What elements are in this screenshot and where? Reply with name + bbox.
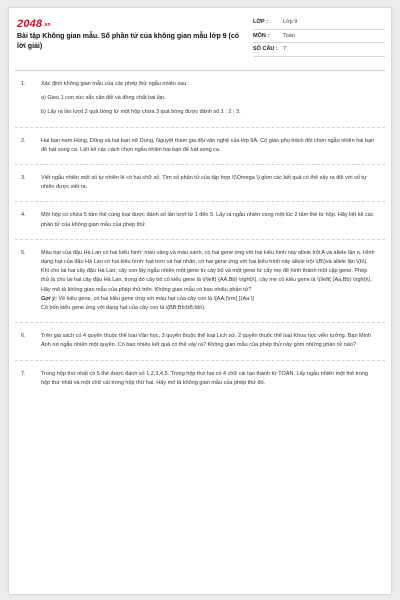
question-divider [15, 164, 385, 165]
meta-value: 7 [283, 46, 287, 53]
question-divider [15, 322, 385, 323]
logo-text: 2048 [17, 18, 43, 30]
question-divider [15, 239, 385, 240]
question-number: 7. [21, 370, 26, 377]
header-divider [15, 70, 385, 71]
question-number: 2. [21, 137, 26, 144]
question-3 [9, 174, 391, 192]
question-4 [9, 211, 391, 229]
question-6 [9, 332, 391, 350]
document-title: Bài tập Không gian mẫu. Số phần tử của không gian mẫu lớp 9 (có lời giải) [17, 33, 240, 50]
document-page [9, 8, 391, 594]
question-divider [15, 127, 385, 128]
question-number: 3. [21, 175, 26, 182]
meta-row-class [253, 16, 385, 30]
meta-value: Lớp 9 [283, 19, 298, 26]
question-divider [15, 360, 385, 361]
question-part: b) Lấy ra lần lượt 2 quả bóng từ một hộp chứa 3 quả bóng được đánh số 1 ; 2 ; 3. [41, 109, 241, 116]
question-text: Trên giá sách có 4 quyển thuộc thể loại Văn học, 3 quyển thuộc thể loại Lịch sử, 2 quyển thuộc thể loại Khoa học viễn tưởng. Bạn Minh Anh rút ngẫu nhiên một quyển. Có bao nhiêu kết quả có thể xảy ra? Không gian mẫu của phép thử này gồm những phần tử nào? [41, 333, 371, 349]
meta-label: LỚP : [253, 19, 268, 26]
question-1 [9, 80, 391, 118]
question-5 [9, 249, 391, 313]
meta-label: MÔN : [253, 32, 270, 39]
logo-suffix: .vn [43, 22, 51, 28]
question-number: 6. [21, 333, 26, 340]
question-number: 4. [21, 212, 26, 219]
meta-row-subject [253, 30, 385, 44]
site-logo[interactable] [17, 18, 51, 30]
question-text: Màu hạt của đậu Hà Lan có hai kiểu hình: màu vàng và màu xanh, có hai gene ứng với hai kiểu hình này allele trội A và allele lặn a. Hình dạng hạt của đậu Hà Lan có hai kiểu hình: hạt trơn và hạt nhăn, có hai gene ứng với hai kiểu hình này allele trội \(B\)và allele lặn \(b\). Khi cho lai hai cây đậu Hà Lan, cây con lấy ngẫu nhiên một gene từ cây bố và một gene từ cây mẹ để hình thành một cặp gene. Phép thử là cho lai hai cây đậu Hà Lan, trong đó cây bố có kiểu gene là \(\left( {AA,Bb} \right)\), cây mẹ có kiểu gene là \(\left( {Aa,Bb} \right)\). Hãy mô tả không gian mẫu của phép thử trên. Không gian mẫu có bao nhiêu phần tử? [41, 249, 375, 293]
question-2 [9, 137, 391, 155]
meta-label: SỐ CÂU : [253, 46, 278, 53]
question-text: Xác định không gian mẫu của các phép thử ngẫu nhiên sau: [41, 81, 188, 87]
question-text: Viết ngẫu nhiên một số tự nhiên lẻ có hai chữ số. Tìm số phần tử của tập hợp \(\Omega \) gồm các kết quả có thể xảy ra đối với số tự nhiên được viết ra. [41, 175, 367, 191]
question-number: 1. [21, 81, 26, 87]
hint-text: Về kiểu gene, có hai kiểu gene ứng với màu hạt của cây con là \[AA;{\rm{ }}Aa.\] [56, 295, 254, 302]
question-text: Một hộp có chứa 5 tấm thẻ cùng loại được đánh số lần lượt từ 1 đến 5. Lấy ra ngẫu nhiên cùng một lúc 2 tấm thẻ từ hộp. Hãy liệt kê các phần tử của không gian mẫu của phép thử. [41, 212, 374, 228]
question-text: Trong hộp thứ nhất có 5 thẻ được đánh số 1,2,3,4,5. Trong hộp thứ hai có 4 chữ cái tạo thành từ TOÁN. Lấy ngẫu nhiên một thẻ trong hộp thứ nhất và một chữ cái trong hộp thứ hai. Hãy mô tả không gian mẫu của phép thử đó. [41, 370, 369, 386]
question-divider [15, 201, 385, 202]
meta-value: Toán [283, 32, 295, 39]
question-part: a) Gieo 1 con xúc xắc cân đối và đồng chất hai lần. [41, 95, 166, 102]
hint-paragraph [41, 295, 377, 304]
question-text: Hai bạn nam Hùng, Dũng và hai bạn nữ Dung, Nguyệt tham gia đội văn nghệ của lớp 9A. Cô giáo phụ trách đội chọn ngẫu nhiên hai bạn để hát song ca. Liệt kê các cách chọn ngẫu nhiên hai bạn để hát song ca. [41, 137, 375, 153]
question-7 [9, 370, 391, 388]
hint-label: Gợi ý: [41, 295, 57, 302]
meta-table [253, 16, 385, 57]
hint-paragraph-2: Có bốn kiểu gene ứng với dạng hạt của cây con là \(BB;Bb;bB;bb\). [41, 305, 206, 312]
meta-row-count [253, 43, 385, 57]
question-list [9, 80, 391, 388]
question-number: 5. [21, 249, 26, 256]
